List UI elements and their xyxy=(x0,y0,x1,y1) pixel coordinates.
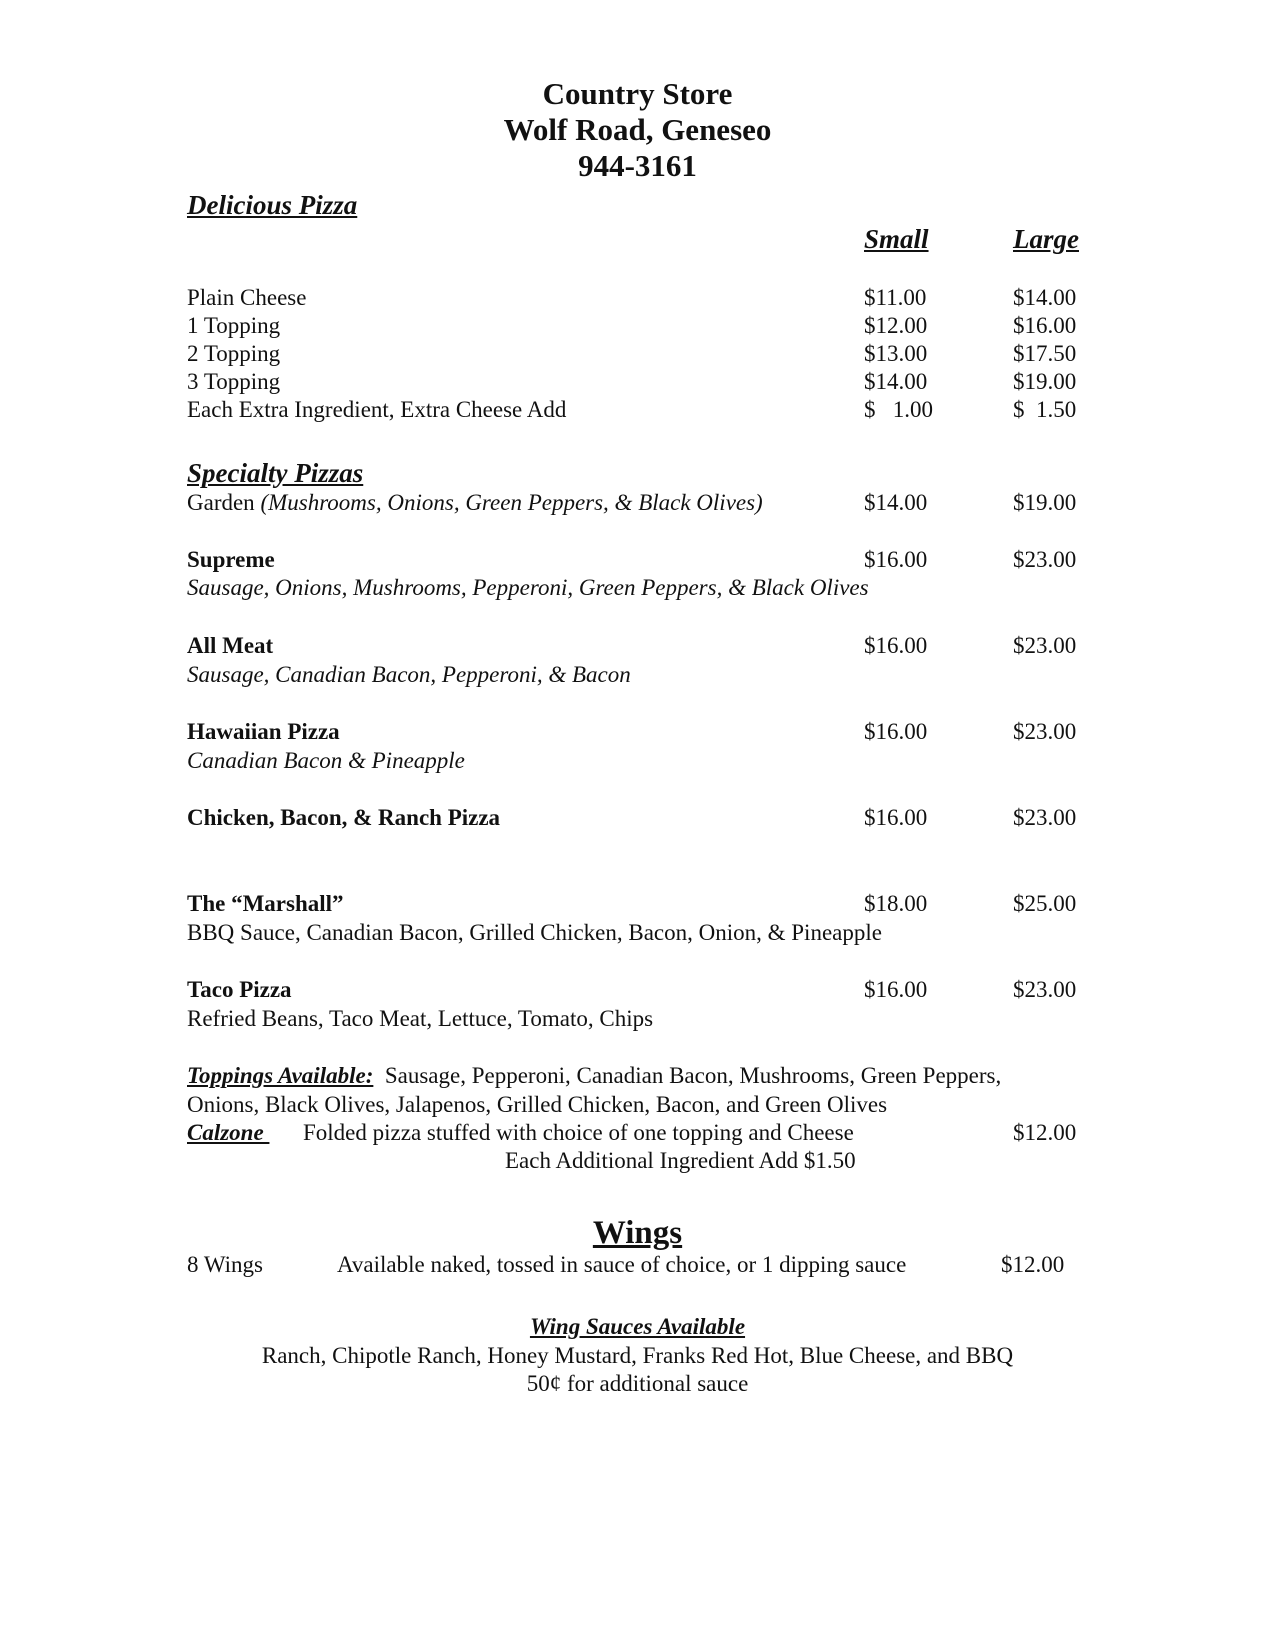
toppings-label: Toppings Available: xyxy=(187,1063,374,1088)
all-meat-name: All Meat xyxy=(187,633,274,658)
wings-quantity: 8 Wings xyxy=(187,1252,263,1277)
pizza-item-large-price: $ 1.50 xyxy=(1013,397,1077,422)
pizza-item-name: Plain Cheese xyxy=(187,285,307,310)
hawaiian-small-price: $16.00 xyxy=(864,719,928,744)
store-address: Wolf Road, Geneseo xyxy=(503,112,772,147)
toppings-list-line2: Onions, Black Olives, Jalapenos, Grilled Chicken, Bacon, and Green Olives xyxy=(187,1092,888,1117)
marshall-large-price: $25.00 xyxy=(1013,891,1077,916)
chicken-bacon-ranch-large-price: $23.00 xyxy=(1013,805,1077,830)
column-small-heading: Small xyxy=(864,224,929,254)
pizza-item-small-price: $ 1.00 xyxy=(864,397,933,422)
pizza-item-name: 1 Topping xyxy=(187,313,281,338)
pizza-item-name: 3 Topping xyxy=(187,369,281,394)
pizza-heading: Delicious Pizza xyxy=(187,190,358,220)
wings-heading: Wings xyxy=(592,1215,683,1251)
column-large-heading: Large xyxy=(1013,224,1079,254)
hawaiian-large-price: $23.00 xyxy=(1013,719,1077,744)
all-meat-small-price: $16.00 xyxy=(864,633,928,658)
marshall-name: The “Marshall” xyxy=(187,891,344,916)
wing-sauces-heading: Wing Sauces Available xyxy=(529,1314,746,1339)
supreme-description: Sausage, Onions, Mushrooms, Pepperoni, Green Peppers, & Black Olives xyxy=(187,575,869,600)
wing-sauce-extra: 50¢ for additional sauce xyxy=(526,1371,749,1396)
toppings-list-line1: Sausage, Pepperoni, Canadian Bacon, Mushrooms, Green Peppers, xyxy=(373,1063,1002,1088)
pizza-item-large-price: $16.00 xyxy=(1013,313,1077,338)
taco-pizza-small-price: $16.00 xyxy=(864,977,928,1002)
store-name: Country Store xyxy=(542,76,733,111)
pizza-item-large-price: $17.50 xyxy=(1013,341,1077,366)
garden-pizza xyxy=(187,490,763,516)
specialty-heading: Specialty Pizzas xyxy=(187,458,364,488)
supreme-small-price: $16.00 xyxy=(864,547,928,572)
all-meat-large-price: $23.00 xyxy=(1013,633,1077,658)
garden-small-price: $14.00 xyxy=(864,490,928,515)
garden-description: (Mushrooms, Onions, Green Peppers, & Black Olives) xyxy=(260,490,763,515)
garden-name: Garden xyxy=(187,490,261,515)
hawaiian-description: Canadian Bacon & Pineapple xyxy=(187,748,465,773)
marshall-small-price: $18.00 xyxy=(864,891,928,916)
toppings-line xyxy=(187,1063,1001,1089)
taco-pizza-name: Taco Pizza xyxy=(187,977,292,1002)
pizza-item-small-price: $12.00 xyxy=(864,313,928,338)
hawaiian-name: Hawaiian Pizza xyxy=(187,719,340,744)
calzone-description: Folded pizza stuffed with choice of one topping and Cheese xyxy=(303,1120,854,1145)
supreme-name: Supreme xyxy=(187,547,275,572)
pizza-item-large-price: $14.00 xyxy=(1013,285,1077,310)
all-meat-description: Sausage, Canadian Bacon, Pepperoni, & Bacon xyxy=(187,662,631,687)
store-phone: 944-3161 xyxy=(578,148,697,183)
wings-description: Available naked, tossed in sauce of choice, or 1 dipping sauce xyxy=(337,1252,907,1277)
pizza-item-name: Each Extra Ingredient, Extra Cheese Add xyxy=(187,397,567,422)
pizza-item-name: 2 Topping xyxy=(187,341,281,366)
wings-price: $12.00 xyxy=(1001,1252,1065,1277)
chicken-bacon-ranch-small-price: $16.00 xyxy=(864,805,928,830)
garden-large-price: $19.00 xyxy=(1013,490,1077,515)
marshall-description: BBQ Sauce, Canadian Bacon, Grilled Chicken, Bacon, Onion, & Pineapple xyxy=(187,920,882,945)
pizza-item-small-price: $14.00 xyxy=(864,369,928,394)
taco-pizza-description: Refried Beans, Taco Meat, Lettuce, Tomato, Chips xyxy=(187,1006,654,1031)
calzone-label: Calzone xyxy=(187,1120,270,1145)
wing-sauces-list: Ranch, Chipotle Ranch, Honey Mustard, Franks Red Hot, Blue Cheese, and BBQ xyxy=(261,1343,1014,1368)
pizza-item-small-price: $13.00 xyxy=(864,341,928,366)
supreme-large-price: $23.00 xyxy=(1013,547,1077,572)
taco-pizza-large-price: $23.00 xyxy=(1013,977,1077,1002)
chicken-bacon-ranch-name: Chicken, Bacon, & Ranch Pizza xyxy=(187,805,501,830)
pizza-item-small-price: $11.00 xyxy=(864,285,927,310)
pizza-item-large-price: $19.00 xyxy=(1013,369,1077,394)
calzone-price: $12.00 xyxy=(1013,1120,1077,1145)
calzone-note: Each Additional Ingredient Add $1.50 xyxy=(505,1148,856,1173)
